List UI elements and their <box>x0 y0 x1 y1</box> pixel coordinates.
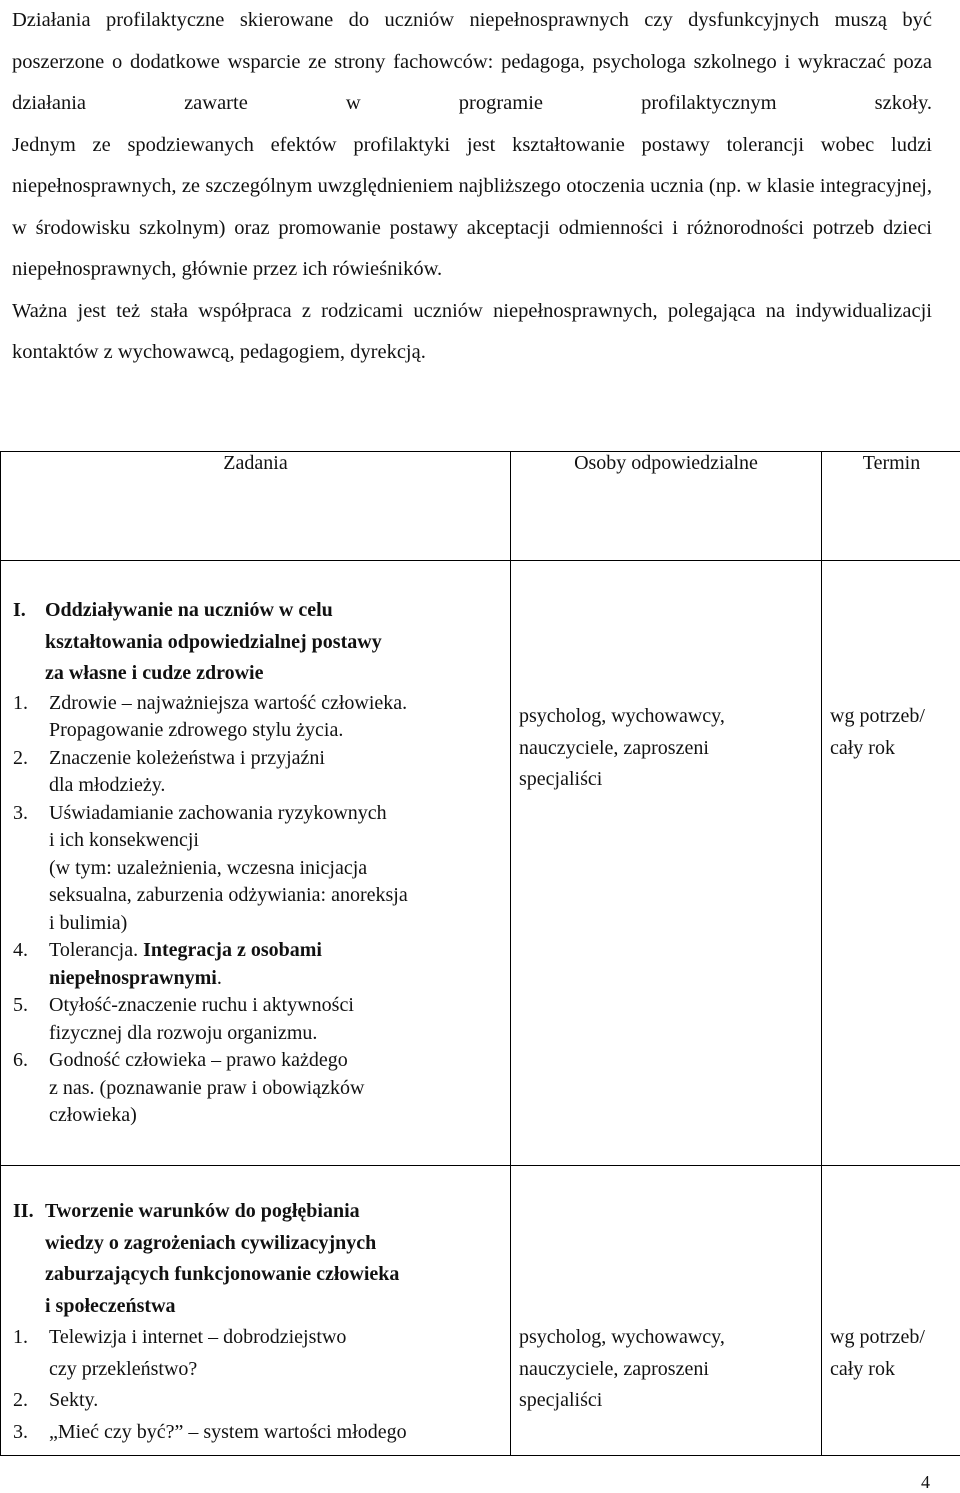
list-item: 6. Godność człowieka – prawo każdego z nas. (poznawanie praw i obowiązków człowieka) <box>13 1047 510 1130</box>
table-row <box>1 561 960 1166</box>
list-item: 5. Otyłość-znaczenie ruchu i aktywności fizycznej dla rozwoju organizmu. <box>13 992 510 1047</box>
intro-paragraph-2: Jednym ze spodziewanych efektów profilaktyki jest kształtowanie postawy tolerancji wobec ludzi niepełnosprawnych, ze szczególnym uwzględnieniem najbliższego otoczenia ucznia (np. w klasie integracyjnej, w środowisku szkolnym) oraz promowanie postawy akceptacji odmienności i różnorodności potrzeb dzieci niepełnosprawnych, głównie przez ich rówieśników. <box>12 125 932 291</box>
task-cell <box>1 561 511 1166</box>
list-item: 3. Uświadamianie zachowania ryzykownych i ich konsekwencji (w tym: uzależnienia, wczesna inicjacja seksualna, zaburzenia odżywiania: anoreksja i bulimia) <box>13 800 510 938</box>
term-cell: wg potrzeb/ cały rok <box>822 561 960 1166</box>
task-table <box>0 451 960 1456</box>
table-header-row <box>1 452 960 561</box>
section-title: II. Tworzenie warunków do pogłębiania wiedzy o zagrożeniach cywilizacyjnych zaburzających funkcjonowanie człowieka i społeczeństwa <box>13 1196 510 1322</box>
responsible-cell: psycholog, wychowawcy, nauczyciele, zaproszeni specjaliści <box>511 1166 822 1456</box>
intro-paragraph-3: Ważna jest też stała współpraca z rodzicami uczniów niepełnosprawnych, polegająca na indywidualizacji kontaktów z wychowawcą, pedagogiem, dyrekcją. <box>12 291 932 374</box>
section-title: I. Oddziaływanie na uczniów w celu kształtowania odpowiedzialnej postawy za własne i cudze zdrowie <box>13 595 510 690</box>
list-item: 1. Telewizja i internet – dobrodziejstwo czy przekleństwo? <box>13 1322 510 1385</box>
task-cell <box>1 1166 511 1456</box>
intro-text <box>12 0 932 374</box>
header-responsible: Osoby odpowiedzialne <box>511 452 822 561</box>
list-item: 1. Zdrowie – najważniejsza wartość człowieka. Propagowanie zdrowego stylu życia. <box>13 690 510 745</box>
table-row <box>1 1166 960 1456</box>
list-item: 2. Znaczenie koleżeństwa i przyjaźni dla młodzieży. <box>13 745 510 800</box>
intro-paragraph-1: Działania profilaktyczne skierowane do uczniów niepełnosprawnych czy dysfunkcyjnych muszą być poszerzone o dodatkowe wsparcie ze strony fachowców: pedagoga, psychologa szkolnego i wykraczać poza działania zawarte w programie profilaktycznym szkoły. <box>12 0 932 125</box>
term-cell: wg potrzeb/ cały rok <box>822 1166 960 1456</box>
list-item: 3. „Mieć czy być?” – system wartości młodego <box>13 1417 510 1449</box>
header-tasks: Zadania <box>1 452 511 561</box>
list-item: 2. Sekty. <box>13 1385 510 1417</box>
header-term: Termin <box>822 452 960 561</box>
page-number: 4 <box>921 1472 930 1493</box>
responsible-cell: psycholog, wychowawcy, nauczyciele, zaproszeni specjaliści <box>511 561 822 1166</box>
list-item: 4. Tolerancja. Integracja z osobami niepełnosprawnymi. <box>13 937 510 992</box>
